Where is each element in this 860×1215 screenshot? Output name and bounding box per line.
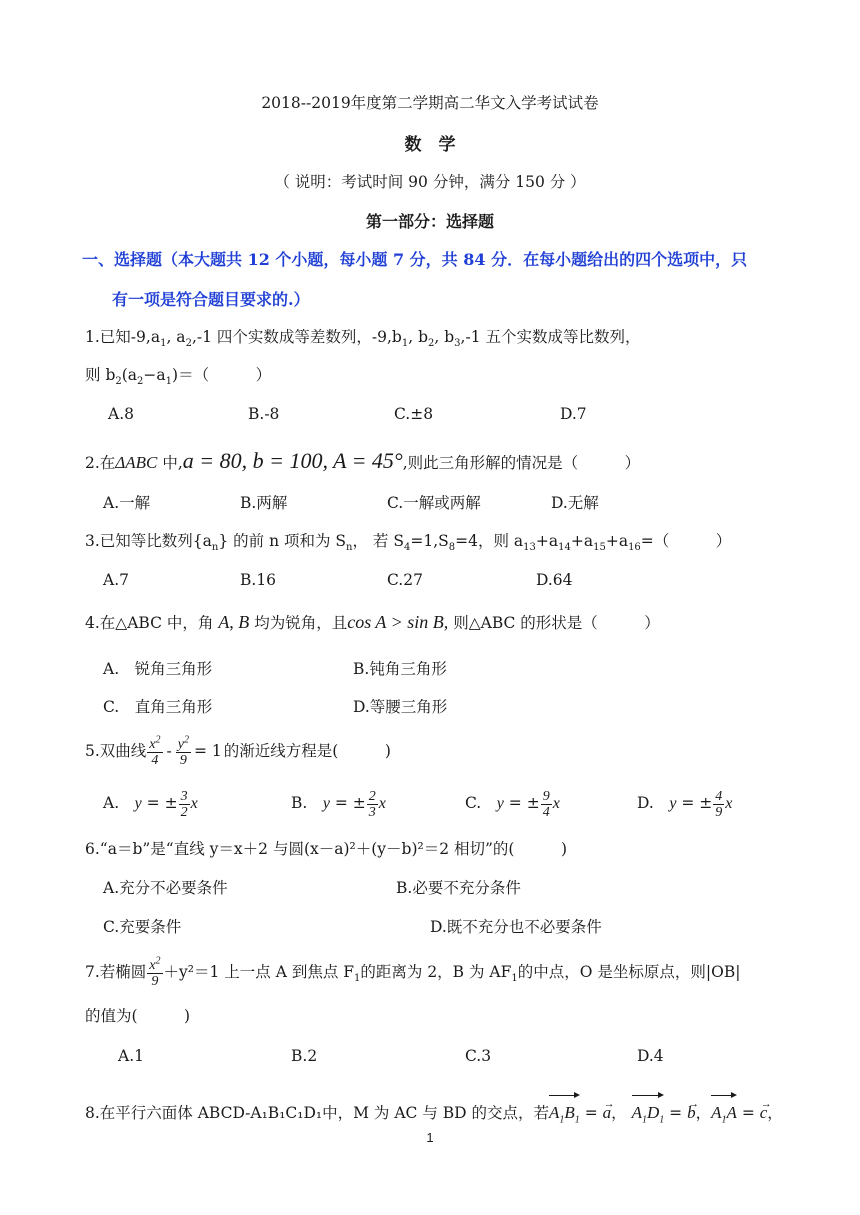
q2-option-d: D.无解 xyxy=(551,494,599,512)
ellipse-x-fraction: $\frac{x^2}{9}$ xyxy=(149,954,161,989)
question-4-stem: 4.在△ABC 中，角 A, B 均为锐角，且cos A > sin B, 则△ABC 的形状是（ ） xyxy=(85,612,660,632)
question-8-stem: 8.在平行六面体 ABCD-A₁B₁C₁D₁中，M 为 AC 与 BD 的交点，若$A_1B_1$ = → a， $A_1D_1$ = → b，$A_1A$ = → c， xyxy=(85,1093,783,1127)
hyperbola-x-fraction: $\frac{x^2}{4}$ xyxy=(149,733,161,768)
q5-option-d: D. y = ± $\frac{4}{9}$ x xyxy=(637,788,733,820)
exam-title: 2018--2019年度第二学期高二华文入学考试试卷 xyxy=(261,94,599,112)
vector-a1a: $A_1A$ xyxy=(711,1093,737,1127)
vector-b: → b xyxy=(687,1103,696,1122)
q6-option-a: A.充分不必要条件 xyxy=(103,879,228,897)
question-1-ask: 则 $b_2(a_2-a_1)=$（ ） xyxy=(85,366,272,388)
q5-option-a: A. y = ± $\frac{3}{2}$ x xyxy=(103,788,198,820)
question-3-stem: 3.已知等比数列$\{a_n\}$ 的前 n 项和为 $S_n$， 若 $S_4=1,S_8=4$，则 $a_{13}+a_{14}+a_{15}+a_{16}=$（ ） xyxy=(85,532,732,554)
question-2-stem: 2.在ΔABC 中,a = 80, b = 100, A = 45°,则此三角形解的情况是（ ） xyxy=(85,448,641,473)
q3-option-c: C.27 xyxy=(387,571,423,589)
q1-option-c: C.±8 xyxy=(394,405,434,423)
q4-option-a: A. 锐角三角形 xyxy=(103,660,213,678)
q2-option-b: B.两解 xyxy=(240,494,288,512)
section-heading-line1: 一、选择题（本大题共 12 个小题，每小题 7 分，共 84 分．在每小题给出的四个选项中，只 xyxy=(82,250,748,269)
q6-option-c: C.充要条件 xyxy=(103,918,182,936)
section-heading-line2: 有一项是符合题目要求的.） xyxy=(112,290,310,309)
q3-option-b: B.16 xyxy=(240,571,277,589)
q5-option-b: B. y = ± $\frac{2}{3}$ x xyxy=(291,788,386,820)
q1-option-d: D.7 xyxy=(560,405,587,423)
q7-option-b: B.2 xyxy=(291,1047,318,1065)
question-5-stem: 5.双曲线 $\frac{x^2}{4}$ - $\frac{y^2}{9}$ = 1 的渐近线方程是( ) xyxy=(85,733,391,768)
q3-option-a: A.7 xyxy=(103,571,129,589)
q1-option-a: A.8 xyxy=(108,405,134,423)
q6-option-b: B.必要不充分条件 xyxy=(396,879,521,897)
question-7-stem-line2: 的值为( ) xyxy=(85,1007,191,1025)
hyperbola-y-fraction: $\frac{y^2}{9}$ xyxy=(177,733,189,768)
question-7-stem: 7.若椭圆 $\frac{x^2}{9}$ ＋y²＝1 上一点 A 到焦点 $F_1$的距离为 2，B 为 $AF_1$的中点，O 是坐标原点，则|OB| xyxy=(85,954,741,989)
q1-option-b: B.-8 xyxy=(248,405,280,423)
q2-option-a: A.一解 xyxy=(103,494,151,512)
exam-note: （ 说明：考试时间 90 分钟，满分 150 分 ） xyxy=(274,173,586,191)
subject-title: 数 学 xyxy=(404,135,456,155)
question-1-stem: 1.已知$-9,a_1$, $a_2,-1$ 四个实数成等差数列，$-9,b_1$, $b_2$, $b_3,-1$ 五个实数成等比数列， xyxy=(85,328,641,350)
vector-a1b1: $A_1B_1$ xyxy=(549,1093,580,1127)
q7-option-a: A.1 xyxy=(118,1047,144,1065)
q4-option-c: C. 直角三角形 xyxy=(103,698,213,716)
vector-a1d1: $A_1D_1$ xyxy=(632,1093,665,1127)
part-title: 第一部分：选择题 xyxy=(365,212,494,231)
q5-option-c: C. y = ± $\frac{9}{4}$ x xyxy=(465,788,560,820)
vector-c: → c xyxy=(760,1103,768,1122)
page-number: 1 xyxy=(426,1130,434,1145)
vector-a: → a xyxy=(603,1103,612,1122)
q3-option-d: D.64 xyxy=(536,571,573,589)
q4-option-d: D.等腰三角形 xyxy=(353,698,448,716)
q4-option-b: B.钝角三角形 xyxy=(353,660,447,678)
q7-option-c: C.3 xyxy=(465,1047,492,1065)
q7-option-d: D.4 xyxy=(637,1047,664,1065)
question-6-stem: 6.“a＝b”是“直线 y＝x＋2 与圆(x－a)²＋(y－b)²＝2 相切”的( ) xyxy=(85,840,568,858)
q6-option-d: D.既不充分也不必要条件 xyxy=(430,918,602,936)
q2-option-c: C.一解或两解 xyxy=(387,494,481,512)
